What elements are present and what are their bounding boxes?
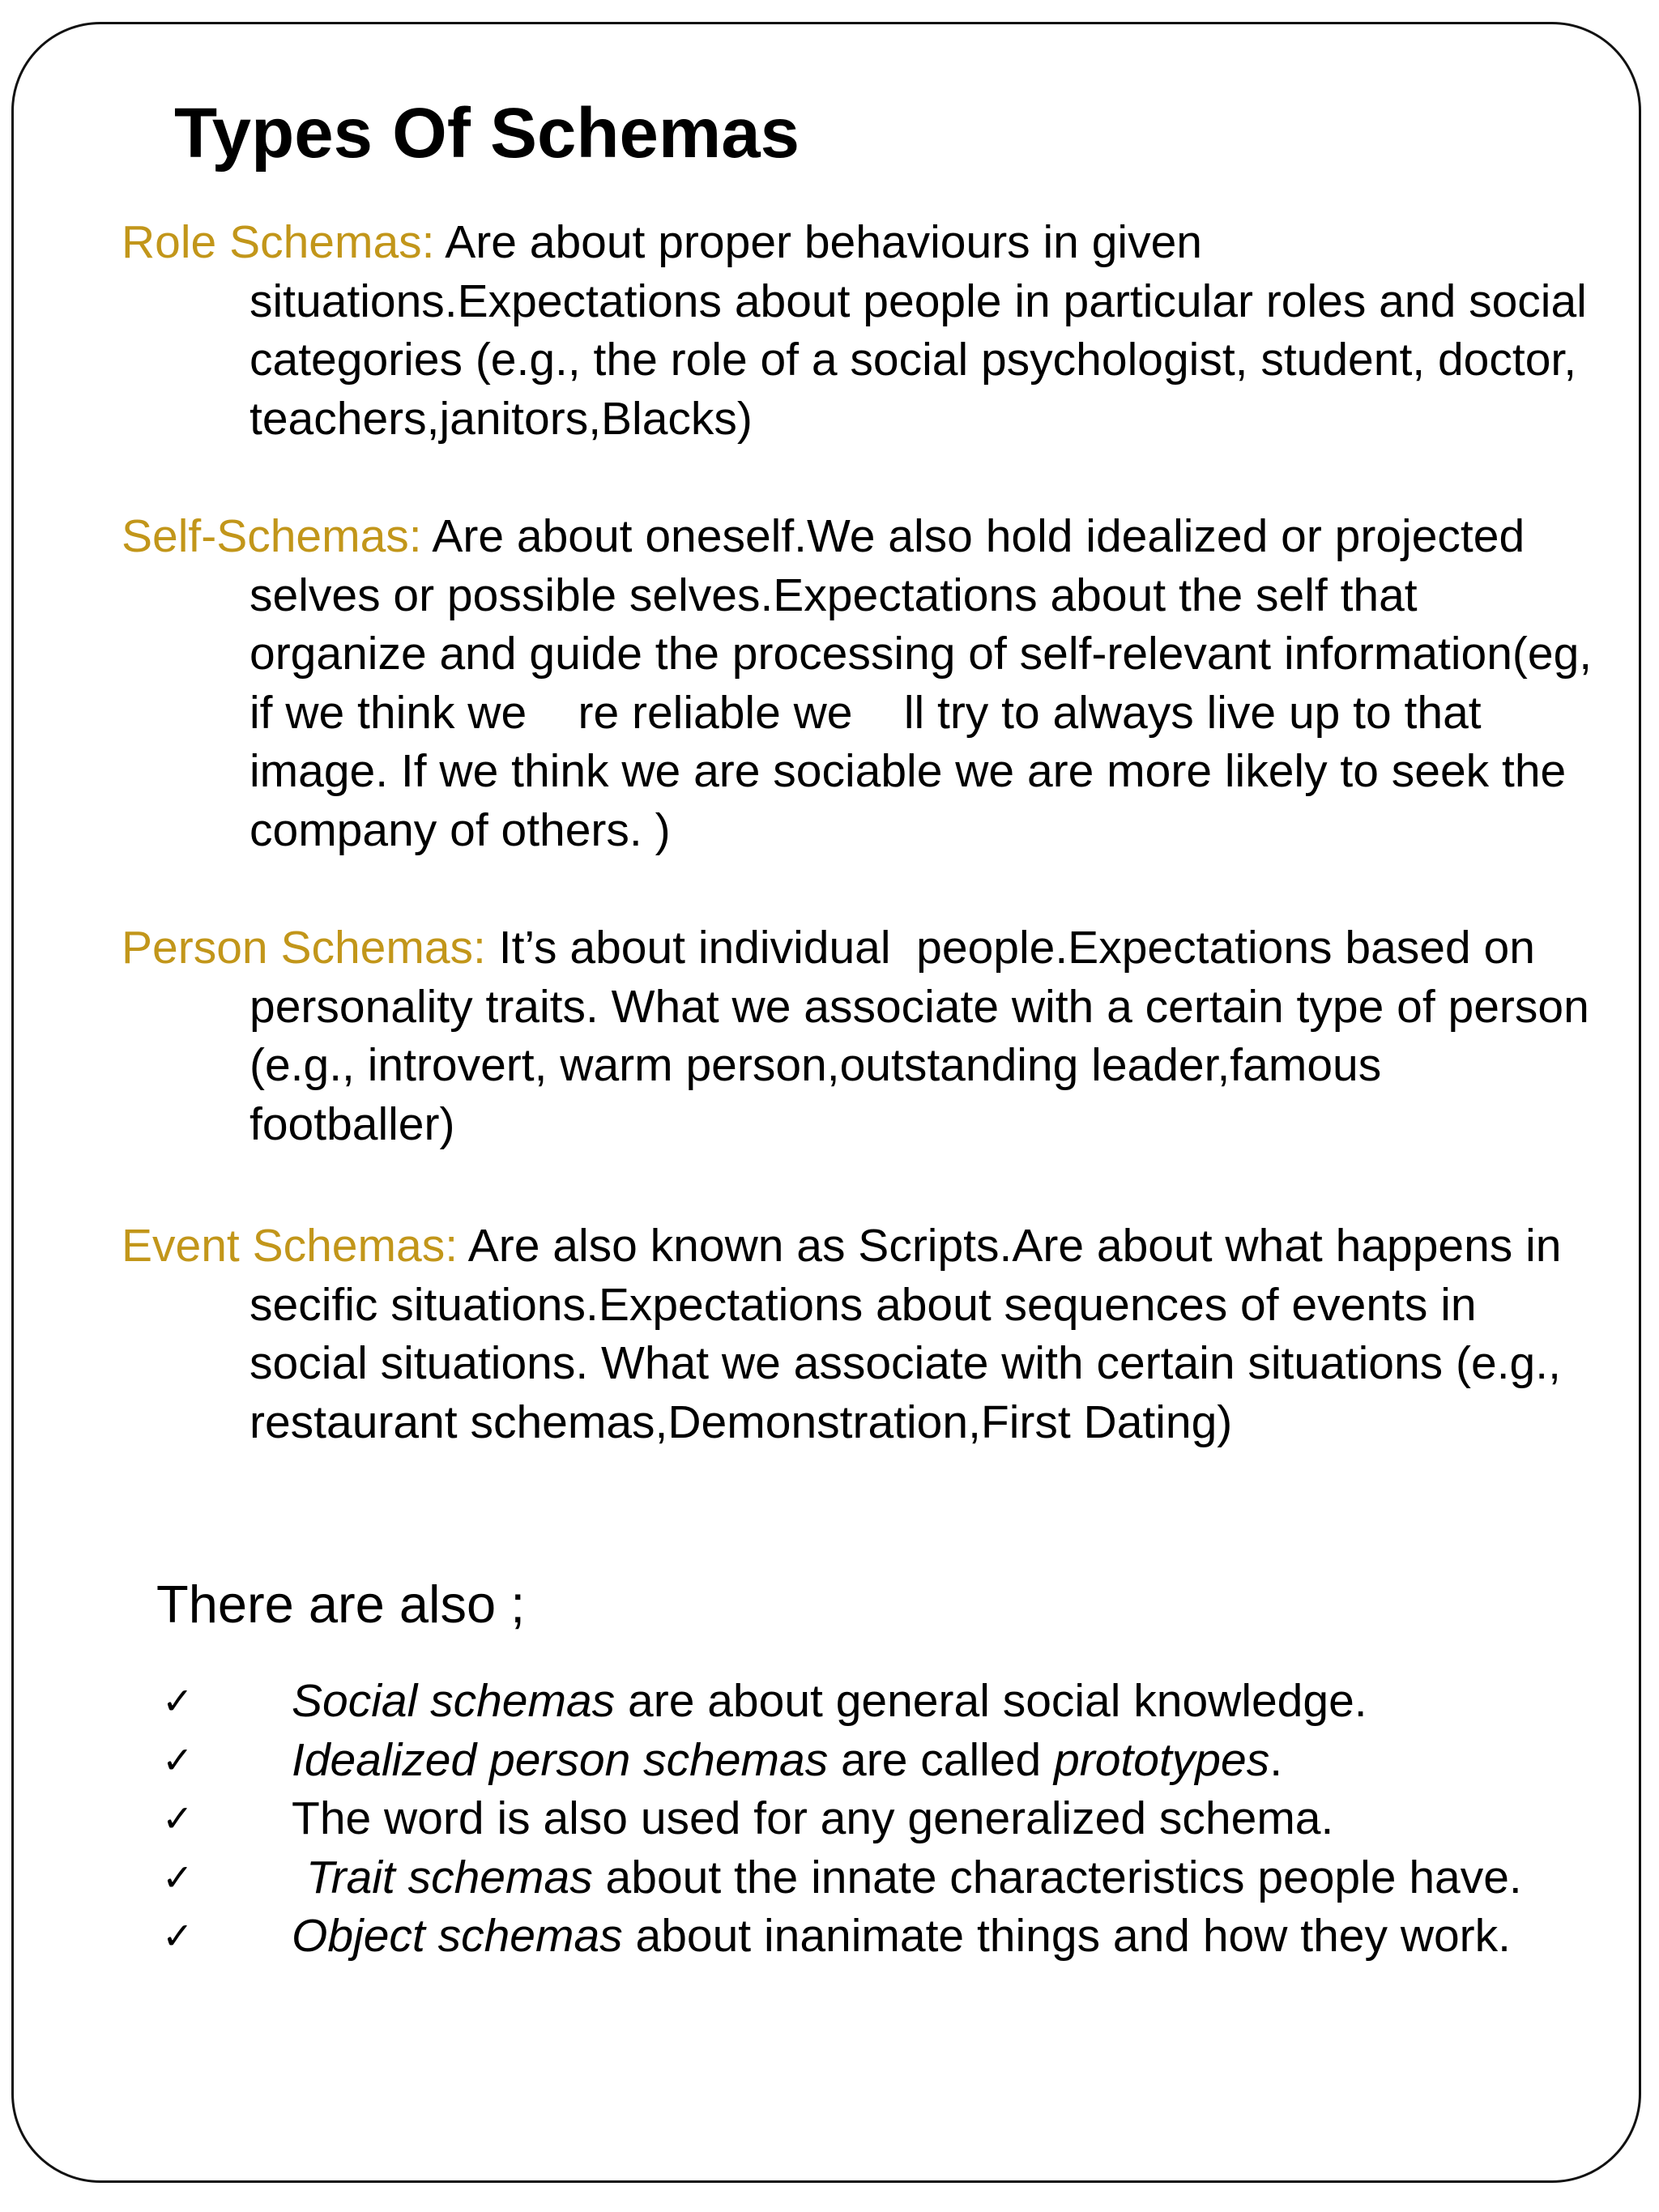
list-item-italic: Idealized person schemas [292,1733,829,1786]
role-schemas-text: Are about proper behaviours in given situations.Expectations about people in particular roles and social categories (e.g., the role of a social psychologist, student, doctor, teachers,janitors,Blacks) [249,216,1587,445]
self-schemas-paragraph [122,507,1605,859]
list-item-rest: about the innate characteristics people have. [592,1851,1522,1903]
list-item-end: . [1269,1733,1283,1786]
list-item-rest: are about general social knowledge. [615,1675,1367,1727]
checkmark-icon: ✓ [162,1855,194,1899]
checkmark-icon: ✓ [162,1679,194,1723]
checkmark-icon: ✓ [162,1737,194,1782]
list-item-italic: Object schemas [292,1910,623,1962]
person-schemas-term: Person Schemas: [122,922,486,974]
list-item-italic: Social schemas [292,1675,616,1727]
self-schemas-term: Self-Schemas: [122,510,422,562]
list-item-italic-2: prototypes [1054,1733,1270,1786]
list-item-text [306,1848,1522,1907]
event-schemas-paragraph [122,1217,1596,1451]
list-item-text [292,1907,1511,1966]
self-schemas-text: Are about oneself.We also hold idealized or projected selves or possible selves.Expectations about the self that organize and guide the processing of self-relevant information(eg, if we think we re reliable we ll try to always live up to that image. If we think we are sociable we are more likely to seek the company of others. ) [249,510,1605,856]
slide-title: Types Of Schemas [174,94,800,173]
list-item-middle: are called [828,1733,1055,1786]
person-schemas-paragraph [122,918,1602,1153]
list-item-rest: about inanimate things and how they work. [622,1910,1512,1962]
also-heading: There are also ; [156,1575,526,1634]
person-schemas-text: It’s about individual people.Expectations based on personality traits. What we associate with a certain type of person (e.g., introvert, warm person,outstanding leader,famous footballer) [249,922,1602,1150]
checkmark-icon: ✓ [162,1796,194,1840]
role-schemas-paragraph [122,213,1596,448]
event-schemas-text: Are also known as Scripts.Are about what happens in secific situations.Expectations about sequences of events in social situations. What we associate with certain situations (e.g., restaurant schemas,Demonstration,First Dating) [249,1220,1562,1448]
list-item-text: The word is also used for any generalized schema. [292,1792,1334,1844]
list-item-italic: Trait schemas [306,1851,593,1903]
event-schemas-term: Event Schemas: [122,1220,458,1272]
role-schemas-term: Role Schemas: [122,216,435,268]
list-item-text [292,1731,1282,1790]
list-item-text [292,1672,1367,1731]
checkmark-icon: ✓ [162,1914,194,1958]
